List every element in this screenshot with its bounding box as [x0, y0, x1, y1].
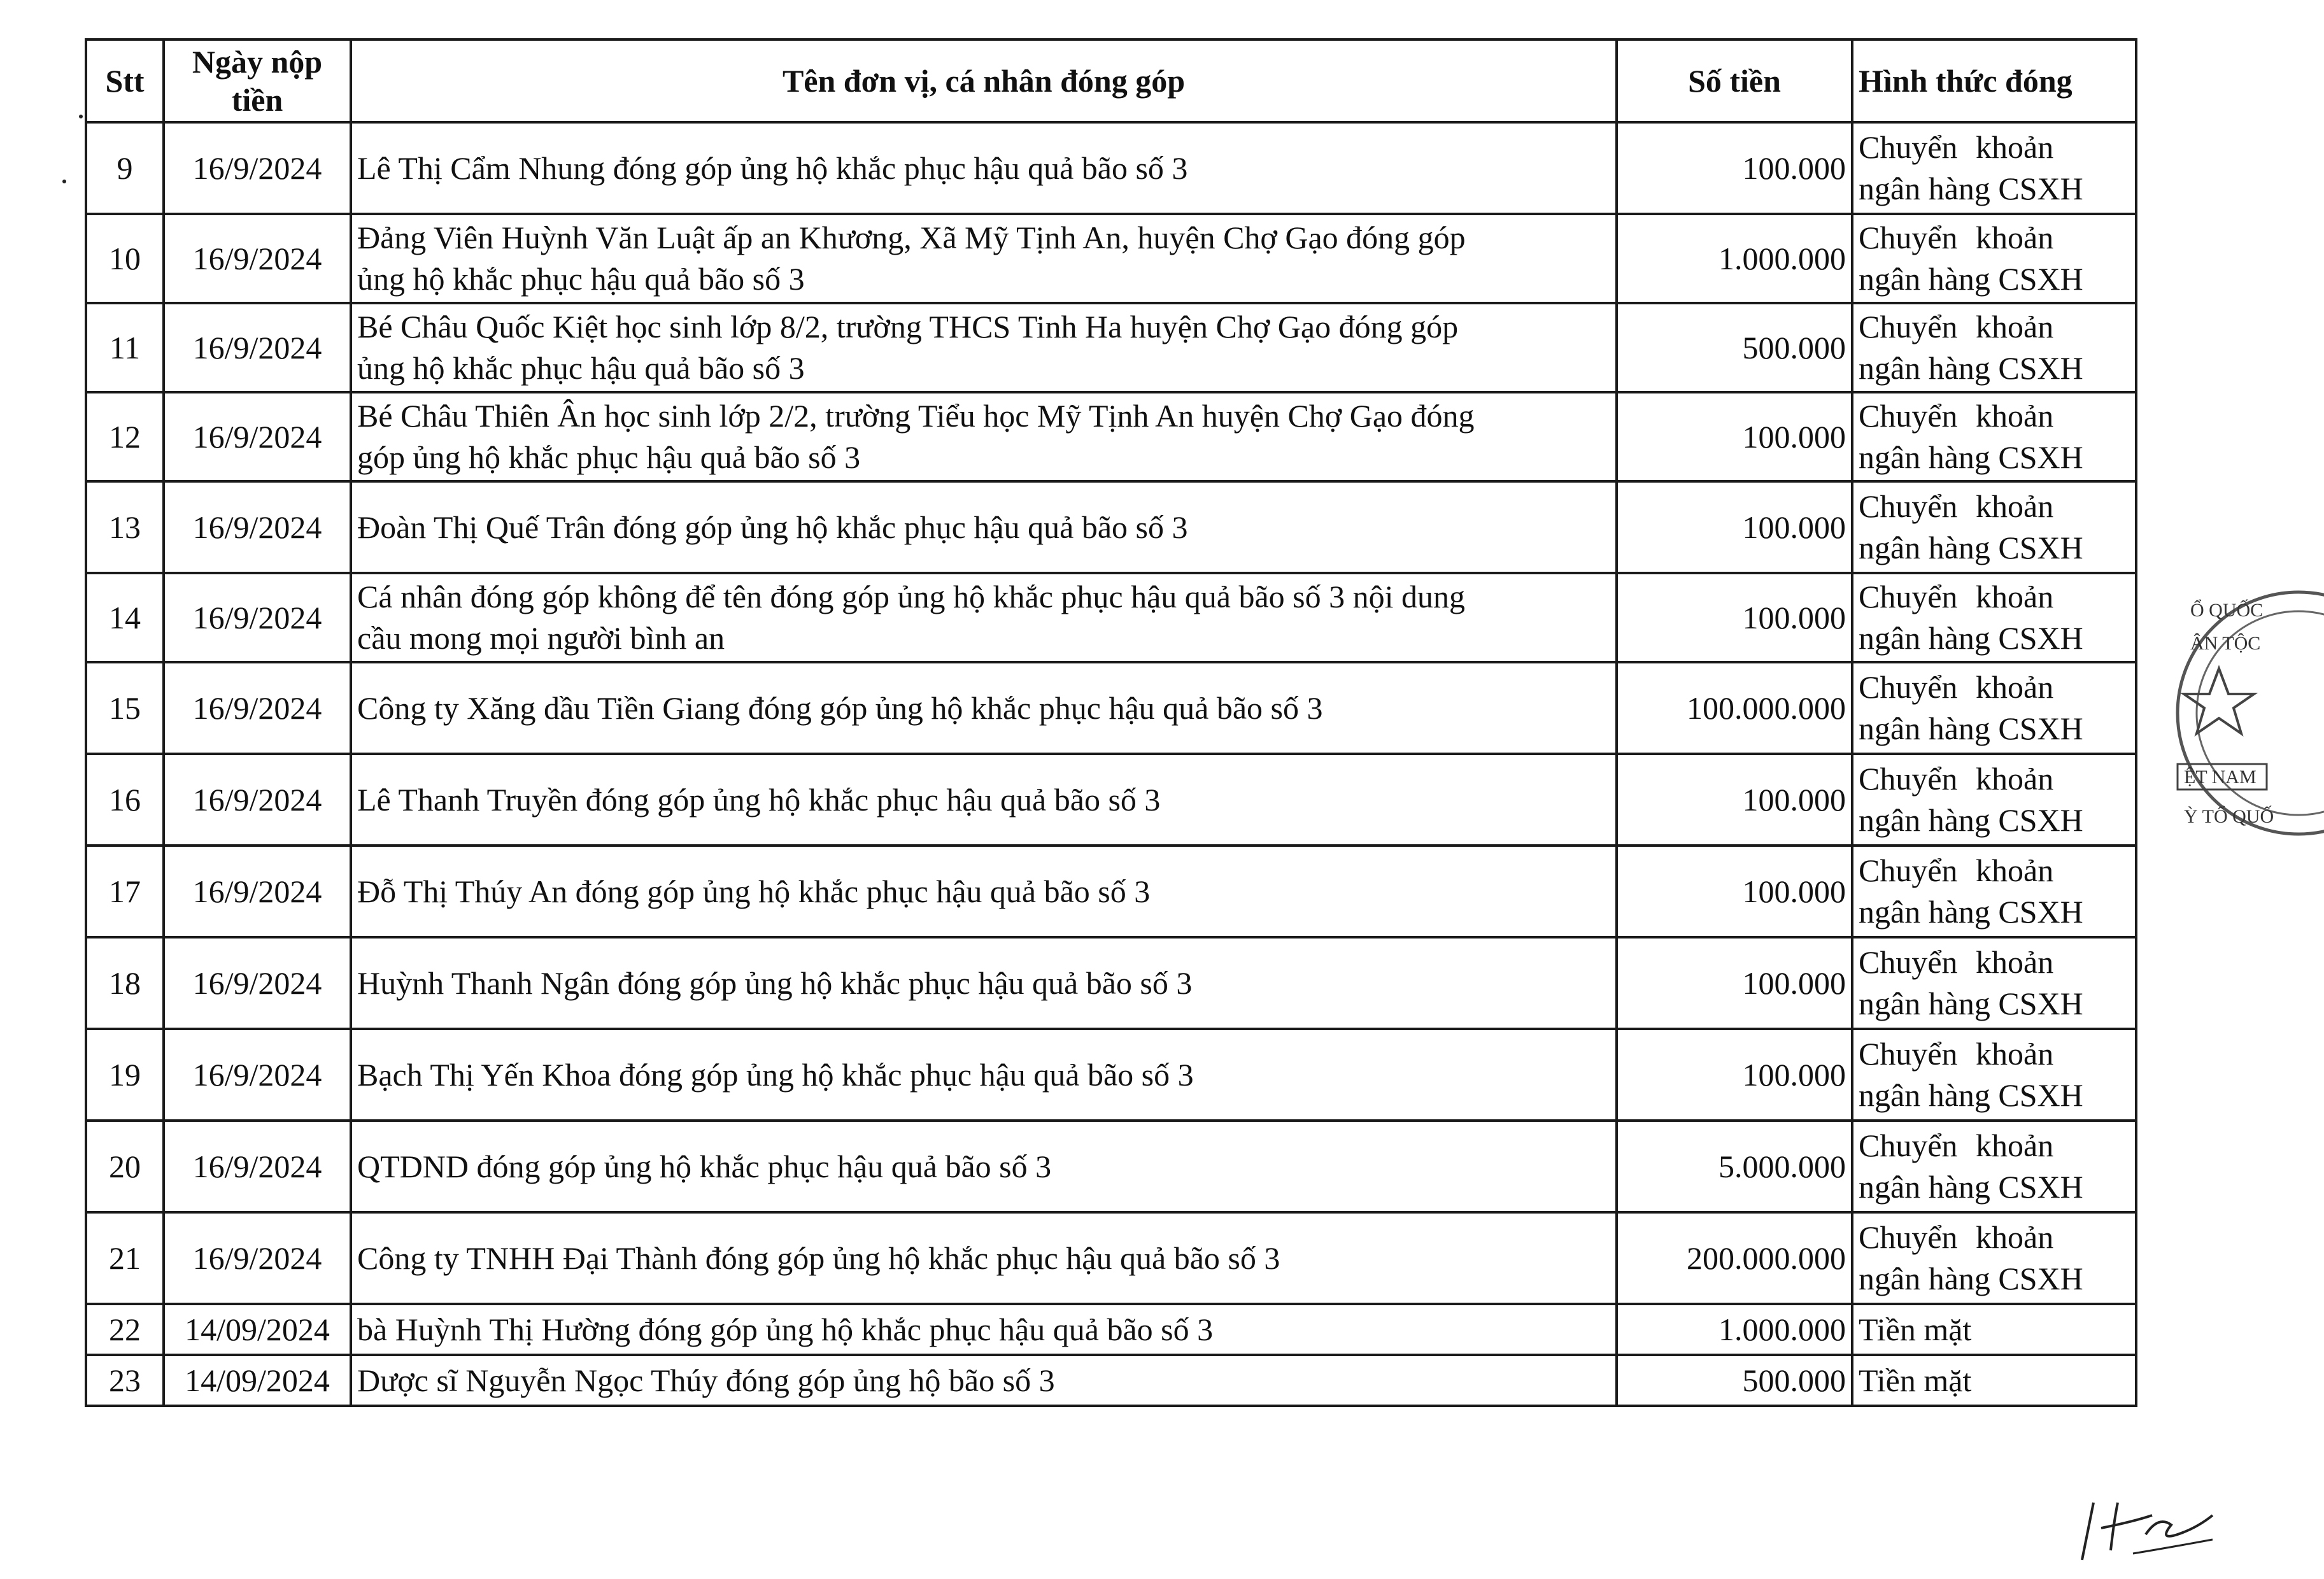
cell-method — [1852, 1121, 2136, 1212]
cell-amount: 100.000 — [1617, 1029, 1852, 1121]
name-line: cầu mong mọi người bình an — [357, 620, 725, 656]
method-line: ngân hàng CSXH — [1859, 261, 2083, 297]
name-line: ủng hộ khắc phục hậu quả bão số 3 — [357, 350, 805, 386]
table-row — [86, 303, 2136, 392]
table-row — [86, 573, 2136, 662]
stamp-text-band: ỆT NAM — [2184, 767, 2257, 788]
cell-stt: 10 — [86, 214, 164, 303]
cell-stt: 20 — [86, 1121, 164, 1212]
method-line: Chuyển khoản — [1859, 309, 2054, 344]
table-row — [86, 754, 2136, 846]
cell-amount: 1.000.000 — [1617, 1304, 1852, 1355]
cell-date: 14/09/2024 — [164, 1355, 351, 1406]
name-line: góp ủng hộ khắc phục hậu quả bão số 3 — [357, 439, 861, 475]
cell-date: 16/9/2024 — [164, 662, 351, 754]
scan-speck — [62, 180, 66, 183]
method-line: ngân hàng CSXH — [1859, 1077, 2083, 1113]
cell-method — [1852, 1029, 2136, 1121]
method-line: Chuyển khoản — [1859, 398, 2054, 434]
cell-method — [1852, 937, 2136, 1029]
method-line: Chuyển khoản — [1859, 669, 2054, 705]
cell-name — [351, 846, 1617, 937]
cell-method — [1852, 754, 2136, 846]
method-line: Tiền mặt — [1859, 1362, 1972, 1398]
header-method: Hình thức đóng — [1852, 39, 2136, 122]
cell-amount: 5.000.000 — [1617, 1121, 1852, 1212]
cell-amount: 100.000 — [1617, 754, 1852, 846]
table-row — [86, 122, 2136, 214]
method-line: Chuyển khoản — [1859, 220, 2054, 255]
name-line: ủng hộ khắc phục hậu quả bão số 3 — [357, 261, 805, 297]
cell-name — [351, 1121, 1617, 1212]
method-line: Chuyển khoản — [1859, 761, 2054, 797]
scan-speck — [79, 115, 83, 118]
cell-method — [1852, 303, 2136, 392]
method-line: ngân hàng CSXH — [1859, 1169, 2083, 1205]
cell-name — [351, 303, 1617, 392]
method-line: ngân hàng CSXH — [1859, 620, 2083, 656]
name-line: Đoàn Thị Quế Trân đóng góp ủng hộ khắc phục hậu quả bão số 3 — [357, 509, 1188, 545]
method-line: Tiền mặt — [1859, 1311, 1972, 1347]
cell-amount: 100.000 — [1617, 122, 1852, 214]
cell-date: 14/09/2024 — [164, 1304, 351, 1355]
cell-method — [1852, 1355, 2136, 1406]
method-line: Chuyển khoản — [1859, 129, 2054, 165]
table-row — [86, 662, 2136, 754]
header-amount: Số tiền — [1617, 39, 1852, 122]
table-row — [86, 1029, 2136, 1121]
method-line: Chuyển khoản — [1859, 853, 2054, 888]
cell-name — [351, 1355, 1617, 1406]
table-row — [86, 392, 2136, 481]
name-line: QTDND đóng góp ủng hộ khắc phục hậu quả bão số 3 — [357, 1148, 1052, 1184]
header-name: Tên đơn vị, cá nhân đóng góp — [351, 39, 1617, 122]
method-line: ngân hàng CSXH — [1859, 986, 2083, 1021]
cell-date: 16/9/2024 — [164, 1121, 351, 1212]
table-row — [86, 846, 2136, 937]
table-row — [86, 1212, 2136, 1304]
official-stamp — [2171, 573, 2324, 853]
table-row — [86, 214, 2136, 303]
cell-stt: 15 — [86, 662, 164, 754]
cell-stt: 11 — [86, 303, 164, 392]
cell-stt: 23 — [86, 1355, 164, 1406]
cell-name — [351, 214, 1617, 303]
cell-method — [1852, 662, 2136, 754]
cell-amount: 100.000 — [1617, 392, 1852, 481]
cell-stt: 17 — [86, 846, 164, 937]
cell-date: 16/9/2024 — [164, 214, 351, 303]
cell-amount: 100.000 — [1617, 573, 1852, 662]
cell-method — [1852, 122, 2136, 214]
name-line: bà Huỳnh Thị Hường đóng góp ủng hộ khắc phục hậu quả bão số 3 — [357, 1311, 1214, 1347]
table-row — [86, 1121, 2136, 1212]
cell-date: 16/9/2024 — [164, 573, 351, 662]
cell-method — [1852, 392, 2136, 481]
method-line: ngân hàng CSXH — [1859, 894, 2083, 930]
cell-date: 16/9/2024 — [164, 122, 351, 214]
cell-date: 16/9/2024 — [164, 392, 351, 481]
method-line: Chuyển khoản — [1859, 1036, 2054, 1072]
cell-date: 16/9/2024 — [164, 481, 351, 573]
cell-stt: 21 — [86, 1212, 164, 1304]
cell-stt: 14 — [86, 573, 164, 662]
cell-stt: 19 — [86, 1029, 164, 1121]
name-line: Công ty Xăng dầu Tiền Giang đóng góp ủng hộ khắc phục hậu quả bão số 3 — [357, 690, 1323, 726]
header-date: Ngày nộp tiền — [164, 39, 351, 122]
cell-method — [1852, 1304, 2136, 1355]
name-line: Huỳnh Thanh Ngân đóng góp ủng hộ khắc phục hậu quả bão số 3 — [357, 965, 1193, 1001]
cell-name — [351, 573, 1617, 662]
cell-stt: 13 — [86, 481, 164, 573]
table-row — [86, 1304, 2136, 1355]
cell-stt: 12 — [86, 392, 164, 481]
method-line: ngân hàng CSXH — [1859, 171, 2083, 206]
cell-amount: 100.000 — [1617, 846, 1852, 937]
stamp-text-mid: ÂN TỘC — [2190, 633, 2261, 654]
cell-method — [1852, 214, 2136, 303]
cell-name — [351, 392, 1617, 481]
method-line: ngân hàng CSXH — [1859, 802, 2083, 838]
method-line: Chuyển khoản — [1859, 1219, 2054, 1255]
cell-name — [351, 481, 1617, 573]
cell-stt: 16 — [86, 754, 164, 846]
name-line: Lê Thị Cẩm Nhung đóng góp ủng hộ khắc phục hậu quả bão số 3 — [357, 150, 1188, 186]
handwritten-signature — [2076, 1490, 2216, 1566]
cell-method — [1852, 573, 2136, 662]
cell-name — [351, 662, 1617, 754]
method-line: Chuyển khoản — [1859, 944, 2054, 980]
cell-amount: 200.000.000 — [1617, 1212, 1852, 1304]
cell-amount: 500.000 — [1617, 303, 1852, 392]
cell-name — [351, 1212, 1617, 1304]
name-line: Lê Thanh Truyền đóng góp ủng hộ khắc phục hậu quả bão số 3 — [357, 781, 1161, 818]
cell-name — [351, 754, 1617, 846]
cell-name — [351, 937, 1617, 1029]
name-line: Đảng Viên Huỳnh Văn Luật ấp an Khương, Xã Mỹ Tịnh An, huyện Chợ Gạo đóng góp — [357, 220, 1466, 255]
contribution-table — [85, 38, 2137, 1407]
cell-name — [351, 1029, 1617, 1121]
cell-amount: 100.000 — [1617, 937, 1852, 1029]
name-line: Bạch Thị Yến Khoa đóng góp ủng hộ khắc phục hậu quả bão số 3 — [357, 1056, 1194, 1093]
stamp-text-bottom: Ỳ TỔ QUỐ — [2184, 806, 2274, 827]
name-line: Dược sĩ Nguyễn Ngọc Thúy đóng góp ủng hộ bão số 3 — [357, 1362, 1055, 1398]
name-line: Công ty TNHH Đại Thành đóng góp ủng hộ khắc phục hậu quả bão số 3 — [357, 1240, 1280, 1276]
method-line: ngân hàng CSXH — [1859, 1261, 2083, 1296]
name-line: Đỗ Thị Thúy An đóng góp ủng hộ khắc phục hậu quả bão số 3 — [357, 873, 1151, 909]
cell-stt: 9 — [86, 122, 164, 214]
cell-name — [351, 122, 1617, 214]
cell-date: 16/9/2024 — [164, 846, 351, 937]
table-body — [86, 122, 2136, 1406]
cell-stt: 22 — [86, 1304, 164, 1355]
name-line: Cá nhân đóng góp không để tên đóng góp ủng hộ khắc phục hậu quả bão số 3 nội dung — [357, 579, 1466, 614]
method-line: Chuyển khoản — [1859, 488, 2054, 524]
header-stt: Stt — [86, 39, 164, 122]
cell-amount: 1.000.000 — [1617, 214, 1852, 303]
cell-amount: 100.000.000 — [1617, 662, 1852, 754]
cell-date: 16/9/2024 — [164, 754, 351, 846]
cell-amount: 500.000 — [1617, 1355, 1852, 1406]
cell-name — [351, 1304, 1617, 1355]
cell-date: 16/9/2024 — [164, 1212, 351, 1304]
name-line: Bé Châu Thiên Ân học sinh lớp 2/2, trường Tiểu học Mỹ Tịnh An huyện Chợ Gạo đóng — [357, 398, 1475, 434]
cell-date: 16/9/2024 — [164, 937, 351, 1029]
method-line: ngân hàng CSXH — [1859, 439, 2083, 475]
cell-method — [1852, 1212, 2136, 1304]
cell-amount: 100.000 — [1617, 481, 1852, 573]
cell-stt: 18 — [86, 937, 164, 1029]
method-line: ngân hàng CSXH — [1859, 711, 2083, 746]
method-line: ngân hàng CSXH — [1859, 530, 2083, 565]
table-row — [86, 1355, 2136, 1406]
cell-method — [1852, 846, 2136, 937]
cell-date: 16/9/2024 — [164, 303, 351, 392]
table-header — [86, 39, 2136, 122]
name-line: Bé Châu Quốc Kiệt học sinh lớp 8/2, trường THCS Tinh Ha huyện Chợ Gạo đóng góp — [357, 309, 1459, 344]
method-line: Chuyển khoản — [1859, 1128, 2054, 1163]
stamp-text-top: Ổ QUỐC — [2190, 600, 2264, 621]
table-row — [86, 481, 2136, 573]
method-line: Chuyển khoản — [1859, 579, 2054, 614]
table-row — [86, 937, 2136, 1029]
cell-method — [1852, 481, 2136, 573]
method-line: ngân hàng CSXH — [1859, 350, 2083, 386]
cell-date: 16/9/2024 — [164, 1029, 351, 1121]
